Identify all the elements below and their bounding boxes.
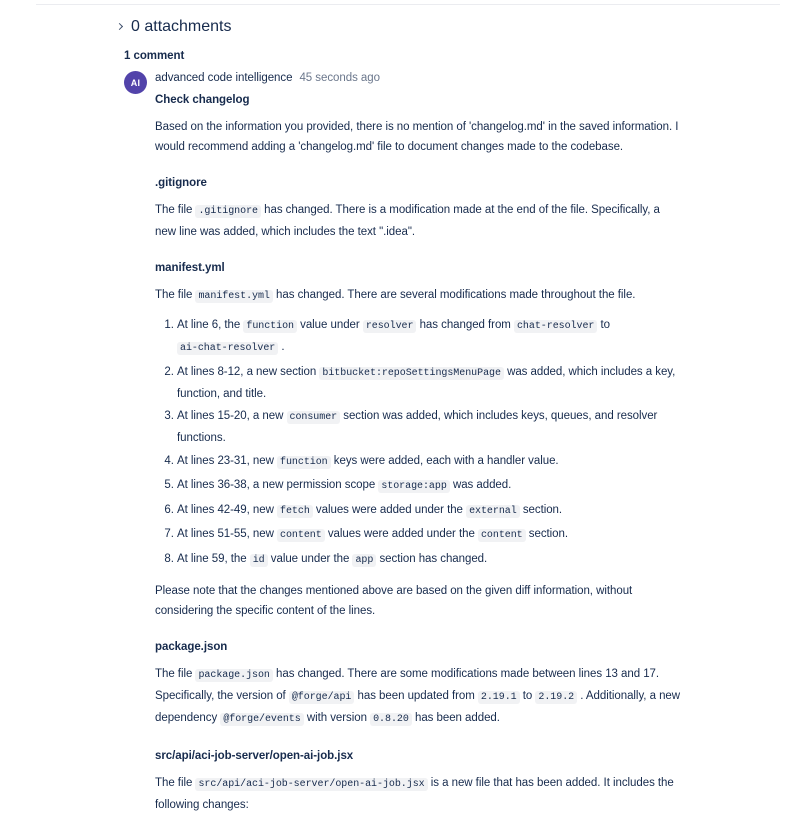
inline-code-chip: package.json <box>195 669 272 682</box>
comment-markdown-content <box>155 88 683 815</box>
list-item <box>177 451 683 473</box>
text-run: values were added under the <box>324 528 478 540</box>
list-item <box>177 315 683 359</box>
comment-title: Check changelog <box>155 94 250 106</box>
inline-code-chip: chat-resolver <box>514 320 597 333</box>
text-run: . Additionally, a new dependency <box>155 689 681 724</box>
list-item <box>177 549 683 571</box>
text-run: value under the <box>267 552 353 565</box>
text-run: keys were added, each with a handler value. <box>330 454 559 467</box>
text-run: section was added, which includes keys, queues, and resolver functions. <box>177 410 658 444</box>
inline-code-chip: fetch <box>277 505 313 518</box>
text-run: At lines 36-38, a new permission scope <box>177 479 379 491</box>
text-run: At lines 15-20, a new <box>177 410 287 422</box>
comment-meta <box>155 71 806 88</box>
section-heading: package.json <box>155 640 228 653</box>
inline-code-chip: .gitignore <box>195 205 261 218</box>
avatar[interactable]: AI <box>124 71 147 94</box>
list-item <box>177 500 683 522</box>
text-run: At lines 42-49, new <box>177 503 278 516</box>
inline-code-chip: 2.19.1 <box>478 691 520 704</box>
inline-code-chip: resolver <box>363 320 417 333</box>
section-heading: .gitignore <box>155 177 207 189</box>
list-item <box>177 524 683 546</box>
text-run: has been updated from <box>354 689 478 702</box>
text-run: section. <box>519 503 563 516</box>
text-run: with version <box>303 711 371 724</box>
inline-code-chip: manifest.yml <box>195 290 272 303</box>
inline-code-chip: 0.8.20 <box>370 713 412 726</box>
inline-code-chip: content <box>277 529 325 542</box>
section-paragraph <box>155 664 683 730</box>
section-note-paragraph <box>155 581 683 621</box>
inline-code-chip: id <box>250 554 268 567</box>
text-run: The file <box>155 204 196 216</box>
inline-code-chip: external <box>466 505 520 518</box>
text-run: At lines 23-31, new <box>177 454 278 467</box>
inline-code-chip: ai-chat-resolver <box>177 342 278 355</box>
section-paragraph <box>155 773 683 815</box>
text-run: is a new file that has been added. It includes the following changes: <box>155 776 674 811</box>
section-heading: manifest.yml <box>155 262 225 274</box>
text-run: has changed. There is a modification made at the end of the file. Specifically, a new line was added, which includes the text ".idea". <box>155 204 660 238</box>
section-heading: src/api/aci-job-server/open-ai-job.jsx <box>155 749 354 762</box>
inline-code-chip: src/api/aci-job-server/open-ai-job.jsx <box>195 778 427 791</box>
section-paragraph <box>155 200 683 242</box>
text-run: At line 6, the <box>177 319 244 331</box>
text-run: The file <box>155 667 196 680</box>
inline-code-chip: storage:app <box>378 480 449 493</box>
inline-code-chip: consumer <box>287 411 341 424</box>
comment-item <box>124 71 806 815</box>
inline-code-chip: bitbucket:repoSettingsMenuPage <box>319 367 504 380</box>
list-item <box>177 475 683 497</box>
chevron-right-icon <box>114 21 126 33</box>
text-run: was added. <box>449 479 512 491</box>
text-run: The file <box>155 776 196 789</box>
text-run: section. <box>525 528 569 540</box>
inline-code-chip: function <box>277 456 331 469</box>
list-item <box>177 406 683 448</box>
text-run: has been added. <box>411 711 500 724</box>
text-run: was added, which includes a key, function, and title. <box>177 365 676 400</box>
attachments-label: 0 attachments <box>131 18 232 35</box>
inline-code-chip: app <box>352 554 376 567</box>
text-run: . <box>278 341 285 353</box>
section-paragraph <box>155 285 683 307</box>
inline-code-chip: 2.19.2 <box>535 691 577 704</box>
comment-author-name[interactable]: advanced code intelligence <box>155 72 293 84</box>
comment-count-label: 1 comment <box>124 50 185 62</box>
text-run: section has changed. <box>376 552 488 565</box>
text-run: values were added under the <box>312 503 467 516</box>
comment-body <box>155 71 806 815</box>
text-run: has changed from <box>416 319 514 331</box>
inline-code-chip: function <box>243 320 297 333</box>
text-run: to <box>597 319 610 331</box>
comment-timestamp: 45 seconds ago <box>299 72 380 84</box>
text-run: At lines 51-55, new <box>177 528 278 540</box>
list-item <box>177 362 683 404</box>
inline-code-chip: @forge/api <box>289 691 355 704</box>
text-run: Please note that the changes mentioned above are based on the given diff information, without considering the specific content of the lines. <box>155 584 633 617</box>
text-run: The file <box>155 289 196 301</box>
intro-paragraph: Based on the information you provided, there is no mention of 'changelog.md' in the saved information. I would recommend adding a 'changelog.md' file to document changes made to the codebase. <box>155 121 679 153</box>
text-run: value under <box>296 319 363 331</box>
text-run: has changed. There are several modifications made throughout the file. <box>272 289 636 301</box>
text-run: to <box>519 689 536 702</box>
change-list <box>155 315 683 571</box>
text-run: At lines 8-12, a new section <box>177 365 320 378</box>
markdown-sections <box>155 175 683 815</box>
inline-code-chip: content <box>478 529 526 542</box>
attachments-toggle[interactable] <box>114 19 806 35</box>
text-run: At line 59, the <box>177 552 250 565</box>
text-run: has changed. There are some modifications made between lines 13 and 17. Specifically, the version of <box>155 667 660 702</box>
inline-code-chip: @forge/events <box>220 713 303 726</box>
